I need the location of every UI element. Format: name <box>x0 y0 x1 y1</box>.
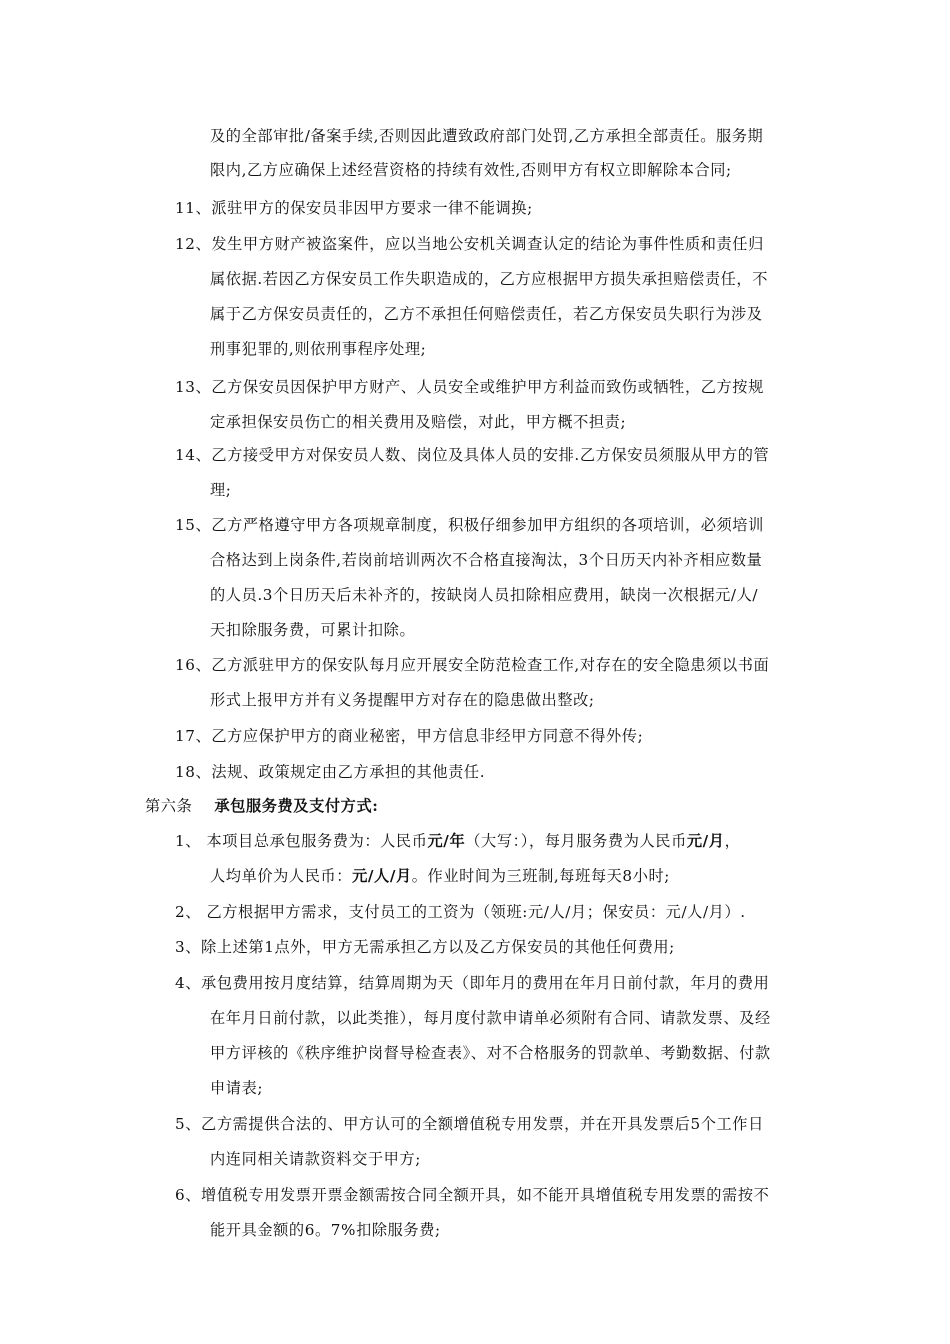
text-line: 属依据.若因乙方保安员工作失职造成的，乙方应根据甲方损失承担赔偿责任，不 <box>210 270 768 288</box>
text-line: 及的全部审批/备案手续,否则因此遭致政府部门处罚,乙方承担全部责任。服务期 <box>210 127 764 145</box>
text-line: 申请表; <box>210 1079 264 1097</box>
fee-text: 。作业时间为三班制,每班每天8小时; <box>411 867 670 885</box>
article-title: 承包服务费及支付方式: <box>214 797 379 815</box>
text-line: 的人员.3个日历天后未补齐的，按缺岗人员扣除相应费用，缺岗一次根据元/人/ <box>210 586 759 604</box>
fee-item-2: 2、 乙方根据甲方需求，支付员工的工资为（领班:元/人/月；保安员：元/人/月）. <box>175 903 746 921</box>
article-heading <box>145 796 378 816</box>
fee-unit-bold: 元/人/月 <box>352 867 412 885</box>
text-line: 能开具金额的6。7%扣除服务费; <box>210 1221 441 1239</box>
list-item-15: 15、乙方严格遵守甲方各项规章制度，积极仔细参加甲方组织的各项培训，必须培训 <box>175 516 764 534</box>
text-line: 内连同相关请款资料交于甲方; <box>210 1150 421 1168</box>
text-line: 理; <box>210 481 232 499</box>
list-item-17: 17、乙方应保护甲方的商业秘密，甲方信息非经甲方同意不得外传; <box>175 727 644 745</box>
list-item-16: 16、乙方派驻甲方的保安队每月应开展安全防范检查工作,对存在的安全隐患须以书面 <box>175 656 770 674</box>
fee-text: 人均单价为人民币： <box>210 867 353 885</box>
list-item-14: 14、乙方接受甲方对保安员人数、岗位及具体人员的安排.乙方保安员须服从甲方的管 <box>175 446 770 464</box>
text-line: 甲方评核的《秩序维护岗督导检查表》、对不合格服务的罚款单、考勤数据、付款 <box>210 1044 771 1062</box>
list-item-18: 18、法规、政策规定由乙方承担的其他责任. <box>175 763 486 781</box>
fee-text: 1、 本项目总承包服务费为：人民币 <box>175 832 428 850</box>
text-line: 属于乙方保安员责任的，乙方不承担任何赔偿责任，若乙方保安员失职行为涉及 <box>210 305 763 323</box>
fee-item-6: 6、增值税专用发票开票金额需按合同全额开具，如不能开具增值税专用发票的需按不 <box>175 1186 770 1204</box>
fee-text: ， <box>724 832 741 850</box>
fee-unit-bold: 元/年 <box>427 832 466 850</box>
text-line: 限内,乙方应确保上述经营资格的持续有效性,否则甲方有权立即解除本合同; <box>210 161 732 179</box>
fee-unit-bold: 元/月 <box>686 832 725 850</box>
list-item-11: 11、派驻甲方的保安员非因甲方要求一律不能调换; <box>175 199 533 217</box>
text-line <box>210 866 670 886</box>
text-line: 形式上报甲方并有义务提醒甲方对存在的隐患做出整改; <box>210 691 595 709</box>
text-line: 合格达到上岗条件,若岗前培训两次不合格直接淘汰，3个日历天内补齐相应数量 <box>210 551 763 569</box>
fee-item-4: 4、承包费用按月度结算，结算周期为天（即年月的费用在年月日前付款，年月的费用 <box>175 974 770 992</box>
text-line: 在年月日前付款，以此类推），每月度付款申请单必须附有合同、请款发票、及经 <box>210 1009 771 1027</box>
list-item-13: 13、乙方保安员因保护甲方财产、人员安全或维护甲方利益而致伤或牺牲，乙方按规 <box>175 378 764 396</box>
fee-item-1 <box>175 831 740 851</box>
list-item-12: 12、发生甲方财产被盗案件，应以当地公安机关调查认定的结论为事件性质和责任归 <box>175 235 764 253</box>
text-line: 定承担保安员伤亡的相关费用及赔偿，对此，甲方概不担责; <box>210 413 627 431</box>
fee-text: （大写：），每月服务费为人民币 <box>465 832 687 850</box>
article-label: 第六条 <box>145 797 193 815</box>
text-line: 刑事犯罪的,则依刑事程序处理; <box>210 340 427 358</box>
fee-item-5: 5、乙方需提供合法的、甲方认可的全额增值税专用发票，并在开具发票后5个工作日 <box>175 1115 764 1133</box>
fee-item-3: 3、除上述第1点外，甲方无需承担乙方以及乙方保安员的其他任何费用; <box>175 938 675 956</box>
text-line: 天扣除服务费，可累计扣除。 <box>210 621 416 639</box>
